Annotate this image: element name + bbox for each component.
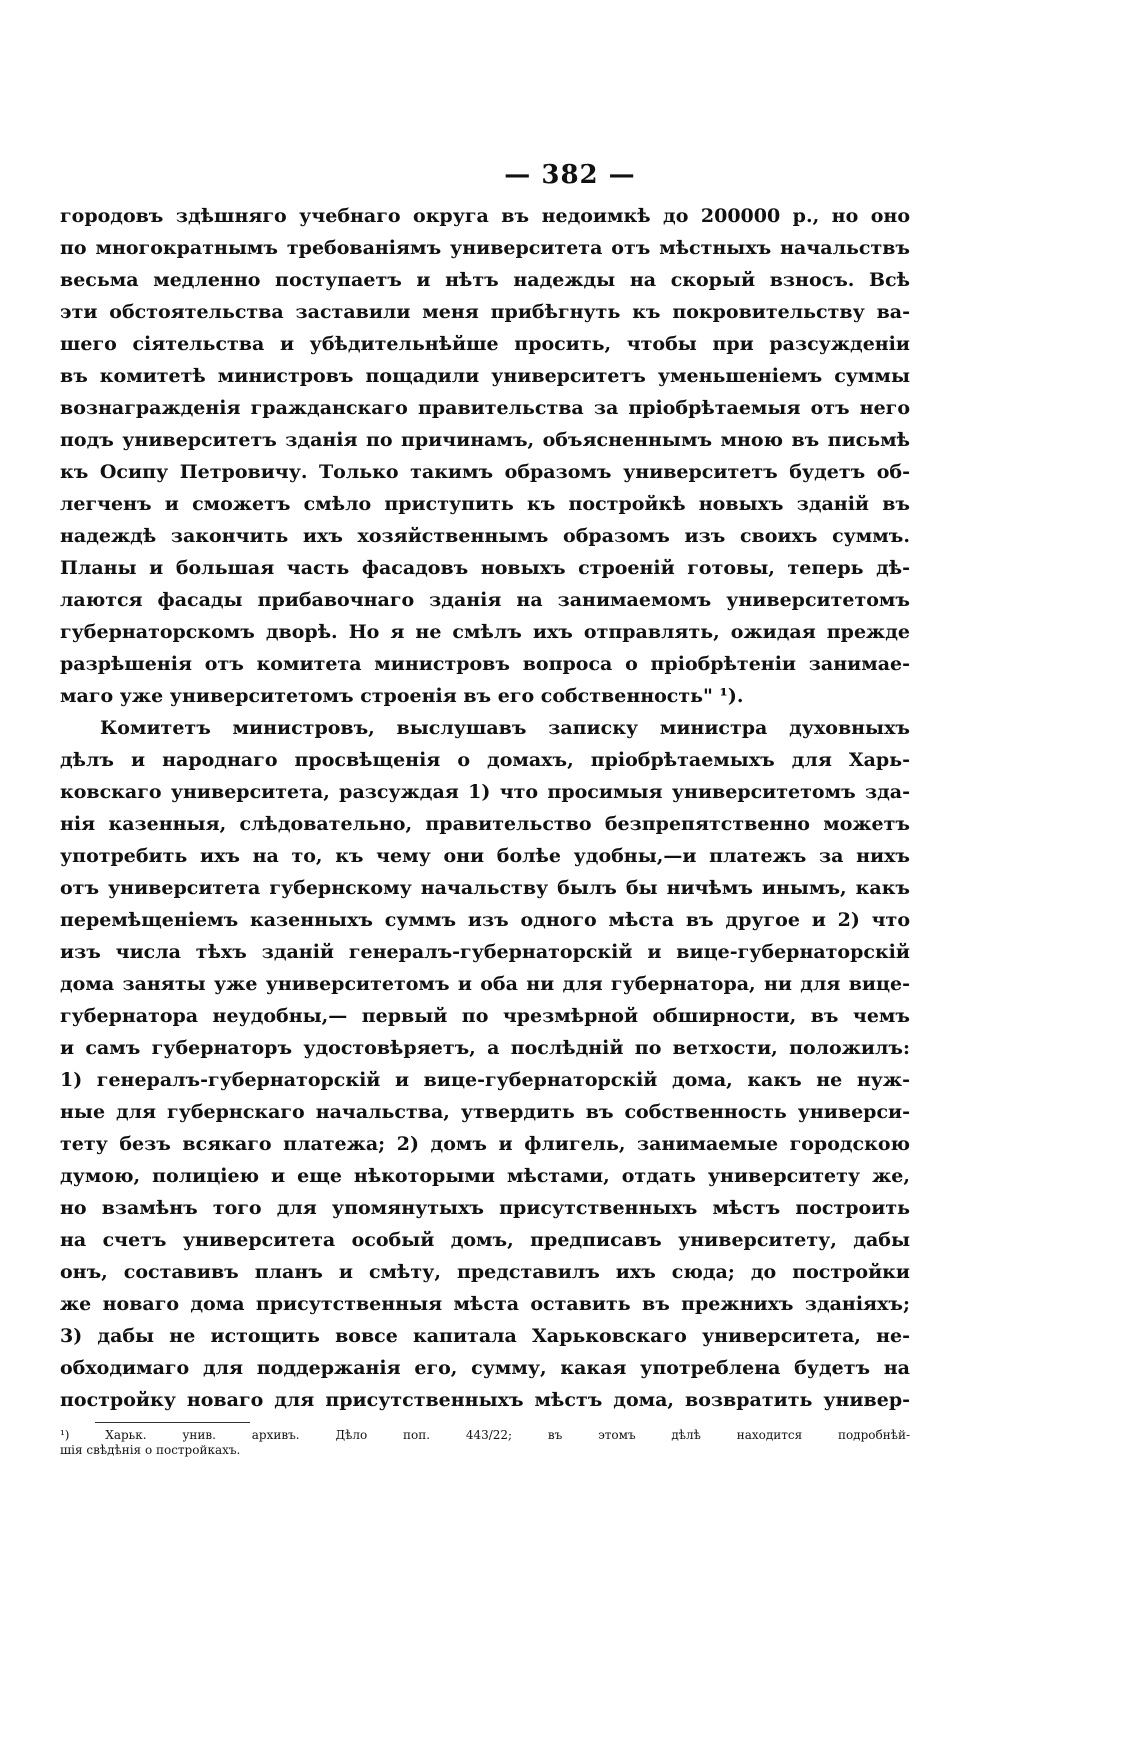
footnote-line: шія свѣдѣнія о постройкахъ. <box>60 1443 241 1457</box>
text-line: постройку новаго для присутственныхъ мѣстъ дома, возвратить универ- <box>60 1389 910 1411</box>
text-line: обходимаго для поддержанія его, сумму, какая употреблена будетъ на <box>60 1357 910 1379</box>
text-line: тету безъ всякаго платежа; 2) домъ и флигель, занимаемые городскою <box>60 1133 910 1155</box>
text-line: ные для губернскаго начальства, утвердить въ собственность универси- <box>60 1101 910 1123</box>
text-line: въ комитетѣ министровъ пощадили университетъ уменьшеніемъ суммы <box>60 365 910 387</box>
text-line: употребить ихъ на то, къ чему они болѣе удобны,—и платежъ за нихъ <box>60 845 910 867</box>
text-line: губернатора неудобны,— первый по чрезмѣрной обширности, въ чемъ <box>60 1005 910 1027</box>
text-line: эти обстоятельства заставили меня прибѣгнуть къ покровительству ва- <box>60 301 910 323</box>
text-line: но взамѣнъ того для упомянутыхъ присутственныхъ мѣстъ построить <box>60 1197 910 1219</box>
text-line: разрѣшенія отъ комитета министровъ вопроса о пріобрѣтеніи занимае- <box>60 653 910 675</box>
text-line: городовъ здѣшняго учебнаго округа въ недоимкѣ до 200000 р., но оно <box>60 205 910 227</box>
text-line: онъ, составивъ планъ и смѣту, представилъ ихъ сюда; до постройки <box>60 1261 910 1283</box>
text-line: весьма медленно поступаетъ и нѣтъ надежды на скорый взносъ. Всѣ <box>60 269 910 291</box>
footnote-line: ¹) Харьк. унив. архивъ. Дѣло поп. 443/22; въ этомъ дѣлѣ находится подробнѣй- <box>60 1428 910 1442</box>
text-line: вознагражденія гражданскаго правительства за пріобрѣтаемыя отъ него <box>60 397 910 419</box>
text-line: же новаго дома присутственныя мѣста оставить въ прежнихъ зданіяхъ; <box>60 1293 910 1315</box>
text-line: Комитетъ министровъ, выслушавъ записку министра духовныхъ <box>100 717 910 739</box>
text-line: дома заняты уже университетомъ и оба ни для губернатора, ни для вице- <box>60 973 910 995</box>
text-line: лаются фасады прибавочнаго зданія на занимаемомъ университетомъ <box>60 589 910 611</box>
page-number: — 382 — <box>504 160 636 190</box>
main-text <box>60 200 910 1416</box>
text-line: нія казенныя, слѣдовательно, правительство безпрепятственно можетъ <box>60 813 910 835</box>
text-line: шего сіятельства и убѣдительнѣйше просить, чтобы при разсужденіи <box>60 333 910 355</box>
text-line: подъ университетъ зданія по причинамъ, объясненнымъ мною въ письмѣ <box>60 429 910 451</box>
text-line: къ Осипу Петровичу. Только такимъ образомъ университетъ будетъ об- <box>60 461 910 483</box>
text-line: ковскаго университета, разсуждая 1) что просимыя университетомъ зда- <box>60 781 910 803</box>
text-line: маго уже университетомъ строенія въ его собственность" ¹). <box>60 685 744 707</box>
text-line: дѣлъ и народнаго просвѣщенія о домахъ, пріобрѣтаемыхъ для Харь- <box>60 749 910 771</box>
text-line: и самъ губернаторъ удостовѣряетъ, а послѣдній по ветхости, положилъ: <box>60 1037 910 1059</box>
text-line: надеждѣ закончить ихъ хозяйственнымъ образомъ изъ своихъ суммъ. <box>60 525 910 547</box>
text-line: Планы и большая часть фасадовъ новыхъ строеній готовы, теперь дѣ- <box>60 557 910 579</box>
text-line: думою, полиціею и еще нѣкоторыми мѣстами, отдать университету же, <box>60 1165 910 1187</box>
text-line: отъ университета губернскому начальству былъ бы ничѣмъ инымъ, какъ <box>60 877 910 899</box>
text-line: по многократнымъ требованіямъ университета отъ мѣстныхъ начальствъ <box>60 237 910 259</box>
footnotes <box>60 1428 910 1458</box>
footnote-separator <box>95 1422 250 1423</box>
text-line: изъ числа тѣхъ зданій генералъ-губернаторскій и вице-губернаторскій <box>60 941 910 963</box>
text-line: 1) генералъ-губернаторскій и вице-губернаторскій дома, какъ не нуж- <box>60 1069 910 1091</box>
text-line: на счетъ университета особый домъ, предписавъ университету, дабы <box>60 1229 910 1251</box>
text-line: легченъ и сможетъ смѣло приступить къ постройкѣ новыхъ зданій въ <box>60 493 910 515</box>
text-line: 3) дабы не истощить вовсе капитала Харьковскаго университета, не- <box>60 1325 910 1347</box>
text-line: губернаторскомъ дворѣ. Но я не смѣлъ ихъ отправлять, ожидая прежде <box>60 621 910 643</box>
text-line: перемѣщеніемъ казенныхъ суммъ изъ одного мѣста въ другое и 2) что <box>60 909 910 931</box>
